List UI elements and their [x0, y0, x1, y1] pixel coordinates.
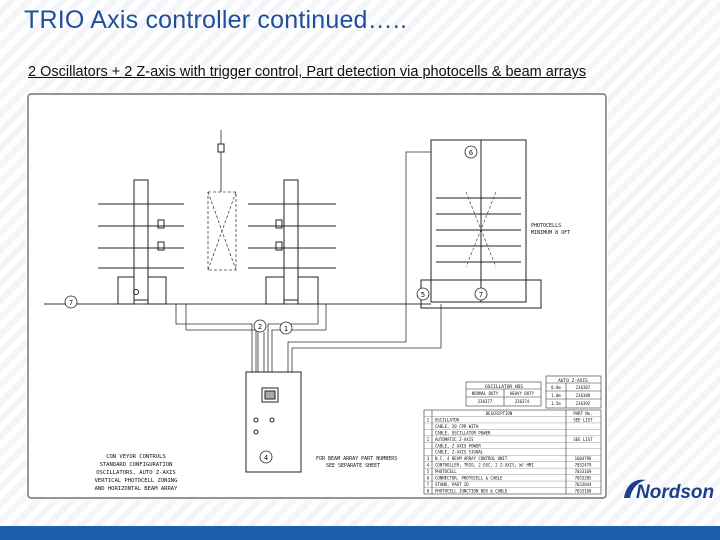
parts-table-cell: 8 — [426, 488, 430, 494]
z-table-cell: 236392 — [575, 401, 591, 406]
beam-note-1: FOR BEAM ARRAY PART NUMBERS — [316, 456, 398, 462]
osc-table-cell: 236377 — [477, 399, 493, 404]
slide-subtitle: 2 Oscillators + 2 Z-axis with trigger control, Part detection via photocells & beam arrays — [28, 64, 587, 80]
callout-1: 1 — [283, 325, 289, 333]
beam-note-2: SEE SEPARATE SHEET — [326, 463, 381, 469]
parts-table-cell: SEE LIST — [573, 436, 593, 442]
parts-table-cell: CONTROLLER, TRIO, 2 OSC, 2 Z-AXIS, W/ HMI — [435, 462, 534, 468]
controls-note-4: VERTICAL PHOTOCELL ZONING — [94, 478, 178, 484]
controls-note-1: CON VEYOR CONTROLS — [106, 454, 166, 460]
z-table-cell: 236388 — [575, 393, 591, 398]
parts-table-cell: 7033169 — [574, 469, 592, 475]
parts-table-header: PART No. — [573, 410, 593, 416]
parts-table-cell: CABLE, 20 CPR WITH — [435, 423, 479, 429]
osc-table-cell: NORMAL DUTY — [471, 391, 499, 396]
parts-table-cell: 7032479 — [574, 462, 592, 468]
callout-4: 4 — [263, 454, 269, 462]
parts-table-cell: STAND, PART ID — [435, 482, 469, 488]
z-table-cell: 236387 — [575, 385, 591, 390]
callout-7-left: 7 — [68, 299, 74, 307]
controls-note-3: OSCILLATORS, AUTO Z-AXIS — [96, 470, 176, 476]
parts-table-cell: 5 — [426, 469, 430, 475]
footer-bar — [0, 526, 720, 540]
system-schematic-drawing — [26, 92, 608, 500]
parts-table-cell: 7033160 — [574, 488, 592, 494]
parts-table-cell: CABLE, OSCILLATOR POWER — [435, 430, 491, 436]
osc-table-cell: 236374 — [514, 399, 530, 404]
parts-table-cell: SEE LIST — [573, 417, 593, 423]
osc-table-cell: HEAVY DUTY — [509, 391, 535, 396]
parts-table-cell: CONNECTOR, PHOTOCELL & CABLE — [435, 475, 503, 481]
parts-table-cell: AUTOMATIC Z-AXIS — [435, 436, 474, 442]
parts-table-cell: PHOTOCELL JUNCTION BOX & CABLE — [435, 488, 508, 494]
z-table-cell: 1.0m — [551, 393, 561, 398]
parts-table-header: DESCRIPTION — [485, 410, 513, 416]
callout-2: 2 — [257, 323, 263, 331]
nordson-logo: Nordson — [636, 482, 715, 503]
parts-table-cell: 7033044 — [574, 482, 592, 488]
slide-title: TRIO Axis controller continued….. — [24, 6, 408, 34]
parts-table-cell: 7033205 — [574, 475, 592, 481]
z-table-header: AUTO Z-AXIS — [558, 379, 588, 384]
parts-table-cell: 3 — [426, 456, 430, 462]
parts-table-cell: CABLE, Z AXIS POWER — [435, 443, 481, 449]
photocell-note-2: MINIMUM 8 OFT — [531, 230, 571, 236]
parts-table-cell: CABLE, Z-AXIS SIGNAL — [435, 449, 484, 455]
osc-table-header: OSCILLATOR HDS — [485, 385, 523, 390]
controls-note-2: STANDARD CONFIGURATION — [99, 462, 173, 468]
parts-table-cell: PHOTOCELL — [435, 469, 457, 475]
parts-table-cell: 7 — [426, 482, 430, 488]
parts-table-cell: 4 — [426, 462, 430, 468]
parts-table-cell: 1604796 — [574, 456, 592, 462]
parts-table-cell: OSCILLATOR — [435, 417, 460, 423]
callout-5: 5 — [420, 291, 426, 299]
parts-table-cell: 1 — [426, 417, 430, 423]
photocell-note-1: PHOTOCELLS — [531, 223, 562, 229]
parts-table-cell: 6 — [426, 475, 430, 481]
parts-table-cell: N.C. 4 BEAM ARRAY CONTROL UNIT — [435, 456, 508, 462]
controls-note-5: AND HORIZONTAL BEAM ARRAY — [94, 486, 178, 492]
z-table-cell: 0.8m — [551, 385, 561, 390]
callout-7-right: 7 — [478, 291, 484, 299]
parts-table-cell: 2 — [426, 436, 430, 442]
z-table-cell: 1.5m — [551, 401, 561, 406]
callout-6: 6 — [468, 149, 474, 157]
